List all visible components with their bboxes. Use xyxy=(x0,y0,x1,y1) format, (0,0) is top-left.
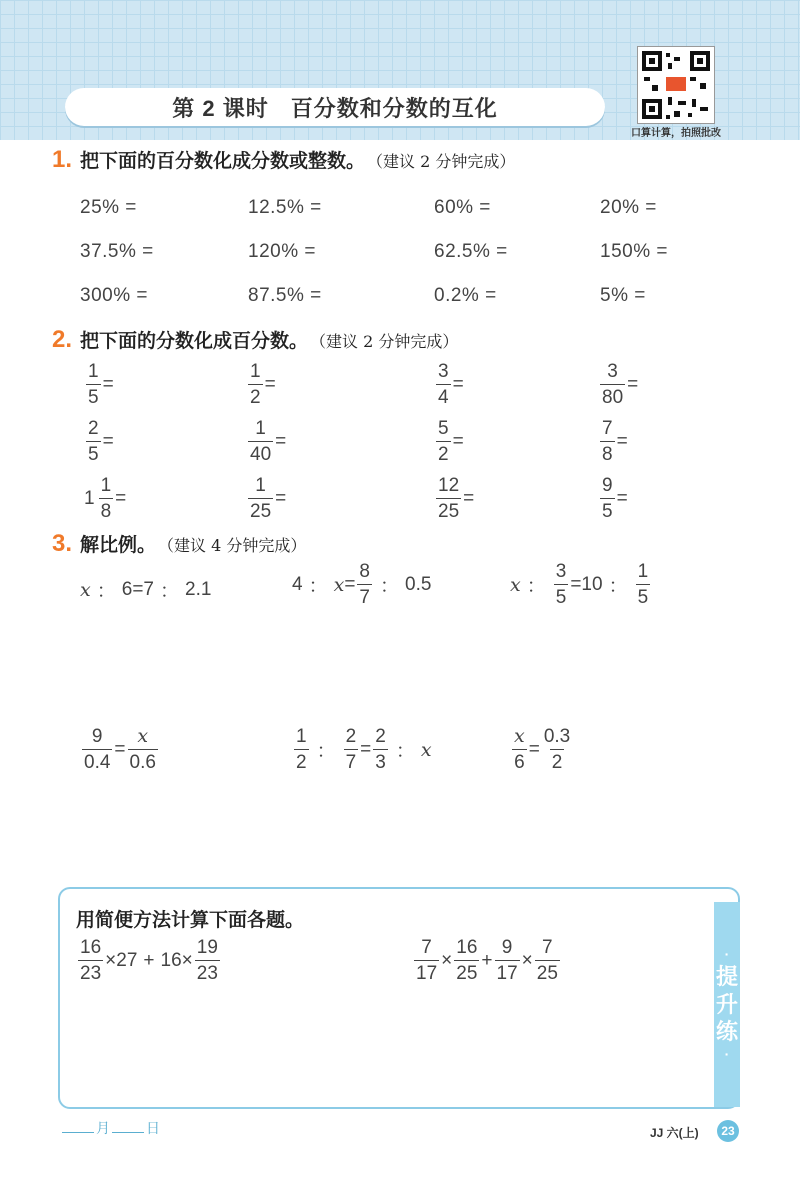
percent-item: 37.5% = xyxy=(80,241,154,262)
practice-title: 用简便方法计算下面各题。 xyxy=(76,910,305,931)
percent-item: 20% = xyxy=(600,197,657,218)
proportion-equation: $\frac{1}{2}$ ： $\frac{2}{7}$ = $\frac{2}{3}$ ： x xyxy=(296,726,432,773)
fraction-item: $\frac{1}{2}$ = xyxy=(250,361,276,408)
mixed-number-item: 1 $\frac{1}{8}$ = xyxy=(84,475,127,522)
practice-side-tab: · 提 升 练 · xyxy=(714,902,740,1107)
percent-item: 12.5% = xyxy=(248,197,322,218)
percent-item: 87.5% = xyxy=(248,285,322,306)
lesson-title: 百分数和分数的互化 xyxy=(290,95,498,121)
section-1-title: 把下面的百分数化成分数或整数。 xyxy=(80,151,366,172)
side-label-char: 升 xyxy=(715,991,738,1017)
proportion-equation: 4 ： x = $\frac{8}{7}$ ： 0.5 xyxy=(292,561,432,608)
section-2-title: 把下面的分数化成百分数。 xyxy=(80,331,309,352)
fraction-item: $\frac{5}{2}$ = xyxy=(438,418,464,465)
percent-item: 25% = xyxy=(80,197,137,218)
month-label: 月 xyxy=(96,1120,110,1136)
section-2-number: 2. xyxy=(52,326,73,353)
section-1-number: 1. xyxy=(52,146,73,173)
qr-code-icon[interactable] xyxy=(637,46,715,124)
fraction-item: $\frac{12}{25}$ = xyxy=(438,475,475,522)
fraction-item: $\frac{1}{25}$ = xyxy=(250,475,287,522)
page-title xyxy=(65,88,605,126)
proportion-equation: $\frac{x}{6}$ = $\frac{0.3}{2}$ xyxy=(514,725,571,773)
section-2-heading xyxy=(52,326,458,354)
section-1-hint: （建议 2 分钟完成） xyxy=(367,152,516,171)
section-3-hint: （建议 4 分钟完成） xyxy=(158,536,307,555)
percent-item: 62.5% = xyxy=(434,241,508,262)
section-3-number: 3. xyxy=(52,530,73,557)
proportion-equation: x ： 6 = 7 ： 2.1 xyxy=(80,578,212,602)
proportion-equation: $\frac{9}{0.4}$ = $\frac{x}{0.6}$ xyxy=(84,725,156,773)
percent-item: 150% = xyxy=(600,241,668,262)
side-label-char: 练 xyxy=(715,1019,738,1045)
fraction-item: $\frac{3}{4}$ = xyxy=(438,361,464,408)
percent-item: 0.2% = xyxy=(434,285,497,306)
fraction-item: $\frac{9}{5}$ = xyxy=(602,475,628,522)
section-3-heading xyxy=(52,530,306,558)
percent-item: 120% = xyxy=(248,241,316,262)
qr-caption: 口算计算，拍照批改 xyxy=(631,128,721,139)
date-field[interactable] xyxy=(60,1118,160,1138)
lesson-label: 第 2 课时 xyxy=(172,95,269,121)
side-label-char: 提 xyxy=(715,964,738,990)
percent-item: 300% = xyxy=(80,285,148,306)
fraction-item: $\frac{1}{40}$ = xyxy=(250,418,287,465)
fraction-item: $\frac{7}{8}$ = xyxy=(602,418,628,465)
proportion-equation: x ： $\frac{3}{5}$ = 10 ： $\frac{1}{5}$ xyxy=(510,561,649,608)
percent-item: 60% = xyxy=(434,197,491,218)
section-2-hint: （建议 2 分钟完成） xyxy=(310,332,459,351)
practice-expression-1: $\frac{16}{23}$ × 27 + 16 × $\frac{19}{23}$ xyxy=(80,937,218,984)
section-3-title: 解比例。 xyxy=(80,535,157,556)
fraction-item: $\frac{2}{5}$ = xyxy=(88,418,114,465)
percent-item: 5% = xyxy=(600,285,646,306)
book-tag: JJ 六(上) xyxy=(650,1126,699,1140)
fraction-item: $\frac{3}{80}$ = xyxy=(602,361,639,408)
fraction-item: $\frac{1}{5}$ = xyxy=(88,361,114,408)
page-number: 23 xyxy=(717,1120,739,1142)
day-label: 日 xyxy=(146,1120,160,1136)
section-1-heading xyxy=(52,146,515,174)
practice-expression-2: $\frac{7}{17}$ × $\frac{16}{25}$ + $\frac{9}{17}$ × $\frac{7}{25}$ xyxy=(416,937,558,984)
